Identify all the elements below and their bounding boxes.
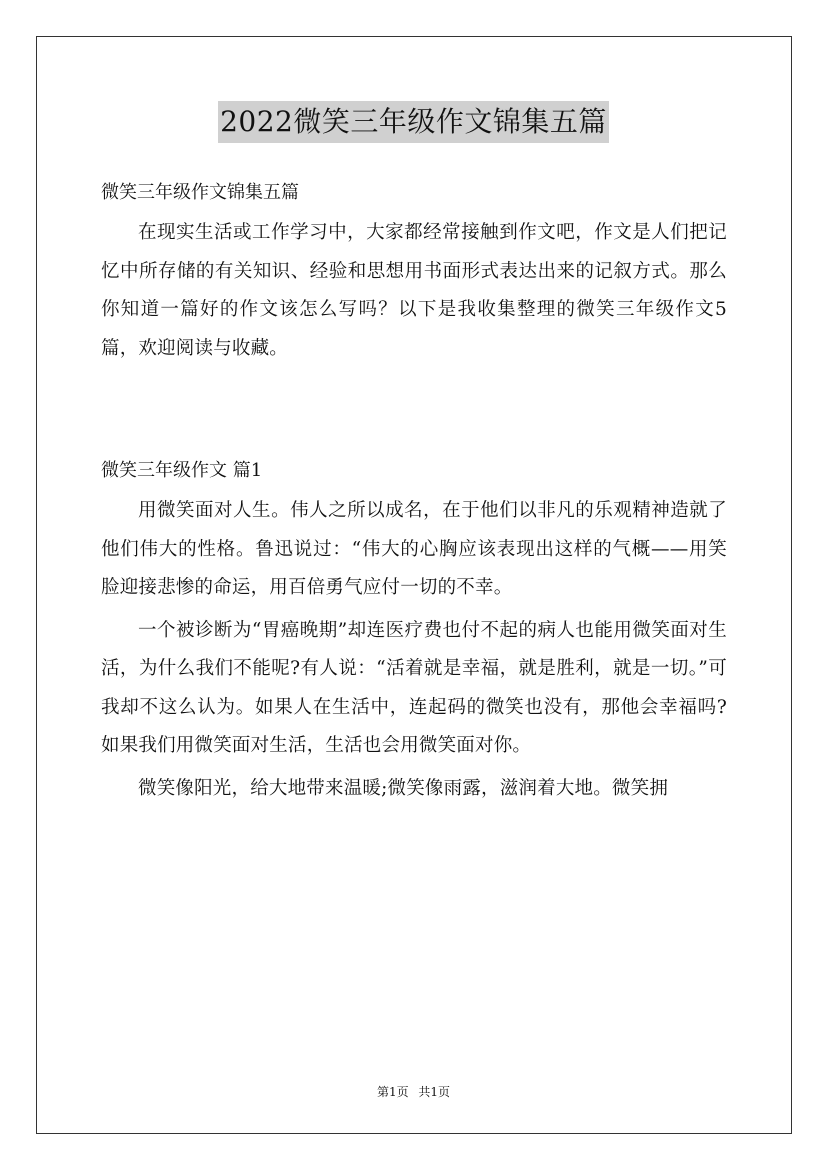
title-wrapper [0,101,827,143]
body-paragraph-1: 用微笑面对人生。伟人之所以成名，在于他们以非凡的乐观精神造就了他们伟大的性格。鲁迅说过：“伟大的心胸应该表现出这样的气概——用笑脸迎接悲惨的命运，用百倍勇气应付一切的不幸。 [101,500,727,598]
section-heading: 微笑三年级作文 篇1 [101,460,263,481]
intro-heading: 微笑三年级作文锦集五篇 [101,182,299,203]
intro-paragraph: 在现实生活或工作学习中，大家都经常接触到作文吧，作文是人们把记忆中所存储的有关知识、经验和思想用书面形式表达出来的记叙方式。那么你知道一篇好的作文该怎么写吗？以下是我收集整理的微笑三年级作文5篇，欢迎阅读与收藏。 [101,222,727,359]
body-paragraph-2: 一个被诊断为“胃癌晚期”却连医疗费也付不起的病人也能用微笑面对生活，为什么我们不能呢?有人说：“活着就是幸福，就是胜利，就是一切。”可我却不这么认为。如果人在生活中，连起码的微笑也没有，那他会幸福吗?如果我们用微笑面对生活，生活也会用微笑面对你。 [101,619,727,756]
document-body [101,174,727,808]
page-footer [0,1084,827,1100]
page-number-current: 第1页 [376,1085,409,1099]
page-number-total: 共1页 [418,1085,451,1099]
document-title: 2022微笑三年级作文锦集五篇 [218,101,609,143]
body-paragraph-3: 微笑像阳光，给大地带来温暖;微笑像雨露，滋润着大地。微笑拥 [138,777,669,799]
